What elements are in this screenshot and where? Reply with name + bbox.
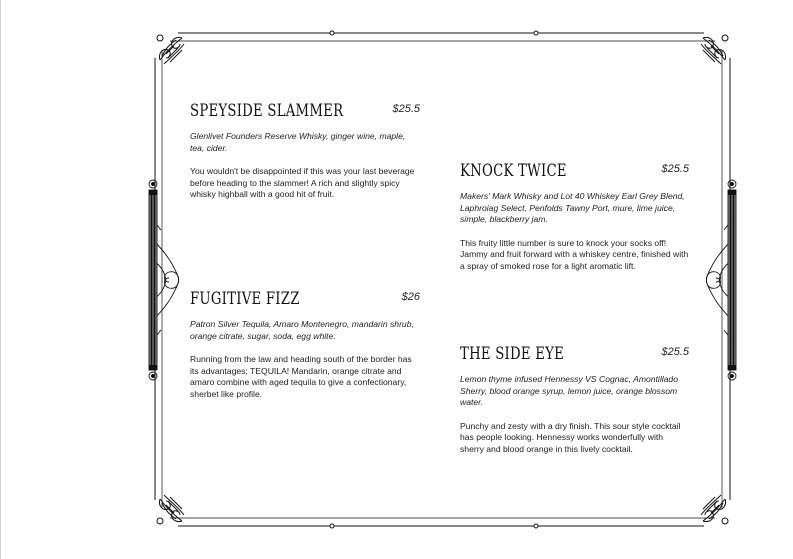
cocktail-ingredients: Makers' Mark Whisky and Lot 40 Whiskey Earl Grey Blend, Laphroiag Select, Penfolds Tawny Port, mure, lime juice, simple, blackberry jam.	[460, 191, 685, 225]
cocktail-price: $26	[401, 291, 420, 303]
cocktail-name: FUGITIVE FIZZ	[190, 289, 300, 309]
cocktail-description: This fruity little number is sure to knock your socks off! Jammy and fruit forward with a whiskey centre, finished with a spray of smoked rose for a light aromatic lift.	[460, 237, 689, 271]
cocktail-ingredients: Lemon thyme infused Hennessy VS Cognac, Amontillado Sherry, blood orange syrup, lemon juice, orange blossom water.	[460, 374, 678, 408]
cocktail-ingredients: Glenlivet Founders Reserve Whisky, ginger wine, maple, tea, cider.	[190, 131, 406, 153]
cocktail-name: SPEYSIDE SLAMMER	[190, 101, 344, 121]
cocktail-price: $25.5	[392, 103, 420, 115]
cocktail-speyside-slammer	[190, 101, 420, 201]
cocktail-price: $25.5	[661, 163, 689, 175]
cocktail-the-side-eye	[460, 344, 689, 456]
cocktail-knock-twice	[460, 161, 689, 273]
cocktail-price: $25.5	[661, 346, 689, 358]
cocktail-description: Punchy and zesty with a dry finish. This sour style cocktail has people looking. Hennessy works wonderfully with sherry and blood orange in this lively cocktail.	[460, 420, 681, 454]
cocktail-ingredients: Patron Silver Tequila, Amaro Montenegro, mandarin shrub, orange citrate, sugar, soda, egg white.	[190, 319, 414, 341]
cocktail-name: KNOCK TWICE	[460, 161, 567, 181]
cocktail-description: You wouldn't be disappointed if this was your last beverage before heading to the slammer! A rich and slightly spicy whisky highball with a good hit of fruit.	[190, 166, 415, 200]
cocktail-description: Running from the law and heading south of the border has its advantages; TEQUILA! Mandarin, orange citrate and amaro combine with aged tequila to give a confectionary, sherbet like profile.	[190, 354, 412, 399]
cocktail-name: THE SIDE EYE	[460, 344, 565, 364]
cocktail-fugitive-fizz	[190, 289, 420, 401]
